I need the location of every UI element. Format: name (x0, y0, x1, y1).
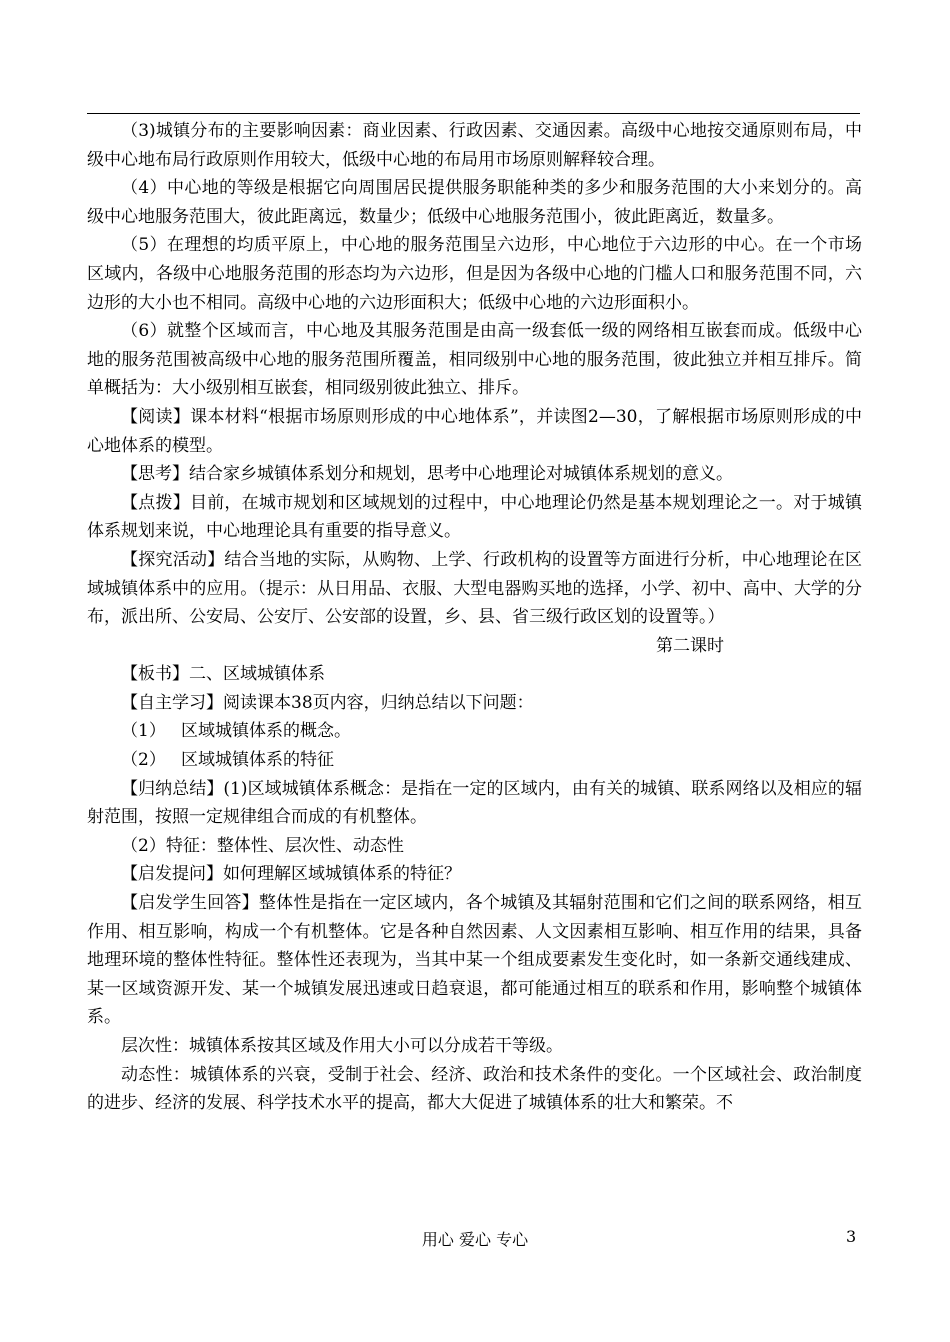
document-body (87, 117, 862, 1118)
paragraph-reading: 【阅读】课本材料“根据市场原则形成的中心地体系”，并读图2—30，了解根据市场原则形成的中心地体系的模型。 (87, 406, 862, 456)
question-text: 区域城镇体系的特征 (181, 750, 334, 771)
features-paragraph: （2）特征：整体性、层次性、动态性 (121, 835, 404, 856)
footer-motto: 用心 爱心 专心 (421, 1230, 529, 1249)
paragraph-activity: 【探究活动】结合当地的实际，从购物、上学、行政机构的设置等方面进行分析，中心地理论在区域城镇体系中的应用。（提示：从日用品、衣服、大型电器购买地的选择，小学、初中、高中、大学的分布，派出所、公安局、公安厅、公安部的设置，乡、县、省三级行政区划的设置等。） (87, 549, 862, 628)
summary-paragraph: 【归纳总结】(1)区域城镇体系概念：是指在一定的区域内，由有关的城镇、联系网络以及相应的辐射范围，按照一定规律组合而成的有机整体。 (87, 778, 862, 828)
question-item (87, 746, 862, 775)
self-study: 【自主学习】阅读课本38页内容，归纳总结以下问题： (121, 692, 534, 713)
board-note: 【板书】二、区域城镇体系 (121, 664, 325, 685)
inspire-answer: 【启发学生回答】整体性是指在一定区域内，各个城镇及其辐射范围和它们之间的联系网络，相互作用、相互影响，构成一个有机整体。它是各种自然因素、人文因素相互影响、相互作用的结果，具备地理环境的整体性特征。整体性还表现为，当其中某一个组成要素发生变化时，如一条新交通线建成、某一区域资源开发、某一个城镇发展迅速或日趋衰退，都可能通过相互的联系和作用，影响整个城镇体系。 (87, 893, 862, 1028)
lesson-heading: 第二课时 (656, 635, 724, 656)
paragraph-guidance: 【点拨】目前，在城市规划和区域规划的过程中，中心地理论仍然是基本规划理论之一。对于城镇体系规划来说，中心地理论具有重要的指导意义。 (87, 492, 862, 542)
question-text: 区域城镇体系的概念。 (181, 721, 351, 742)
question-number: （1） (121, 721, 166, 742)
paragraph-factors: （3)城镇分布的主要影响因素：商业因素、行政因素、交通因素。高级中心地按交通原则布局，中级中心地布局行政原则作用较大，低级中心地的布局用市场原则解释较合理。 (87, 121, 862, 170)
paragraph-hierarchy: （4）中心地的等级是根据它向周围居民提供服务职能种类的多少和服务范围的大小来划分的。高级中心地服务范围大，彼此距离远，数量少；低级中心地服务范围小，彼此距离近，数量多。 (87, 178, 862, 227)
hierarchy-paragraph: 层次性：城镇体系按其区域及作用大小可以分成若干等级。 (121, 1036, 563, 1056)
dynamic-paragraph: 动态性：城镇体系的兴衰，受制于社会、经济、政治和技术条件的变化。一个区域社会、政治制度的进步、经济的发展、科学技术水平的提高，都大大促进了城镇体系的壮大和繁荣。不 (87, 1064, 862, 1114)
inspire-question: 【启发提问】如何理解区域城镇体系的特征？ (121, 864, 461, 885)
question-number: （2） (121, 750, 166, 771)
paragraph-hexagon: （5）在理想的均质平原上，中心地的服务范围呈六边形，中心地位于六边形的中心。在一个市场区域内，各级中心地服务范围的形态均为六边形，但是因为各级中心地的门槛人口和服务范围不同，六边形的大小也不相同。高级中心地的六边形面积大；低级中心地的六边形面积小。 (87, 235, 862, 313)
paragraph-thinking: 【思考】结合家乡城镇体系划分和规划，思考中心地理论对城镇体系规划的意义。 (121, 464, 733, 485)
paragraph-nesting: （6）就整个区域而言，中心地及其服务范围是由高一级套低一级的网络相互嵌套而成。低级中心地的服务范围被高级中心地的服务范围所覆盖，相同级别中心地的服务范围，彼此独立并相互排斥。简单概括为：大小级别相互嵌套，相同级别彼此独立、排斥。 (87, 321, 862, 399)
page-number: 3 (846, 1227, 857, 1246)
header-rule (87, 113, 860, 114)
question-item (87, 717, 862, 746)
